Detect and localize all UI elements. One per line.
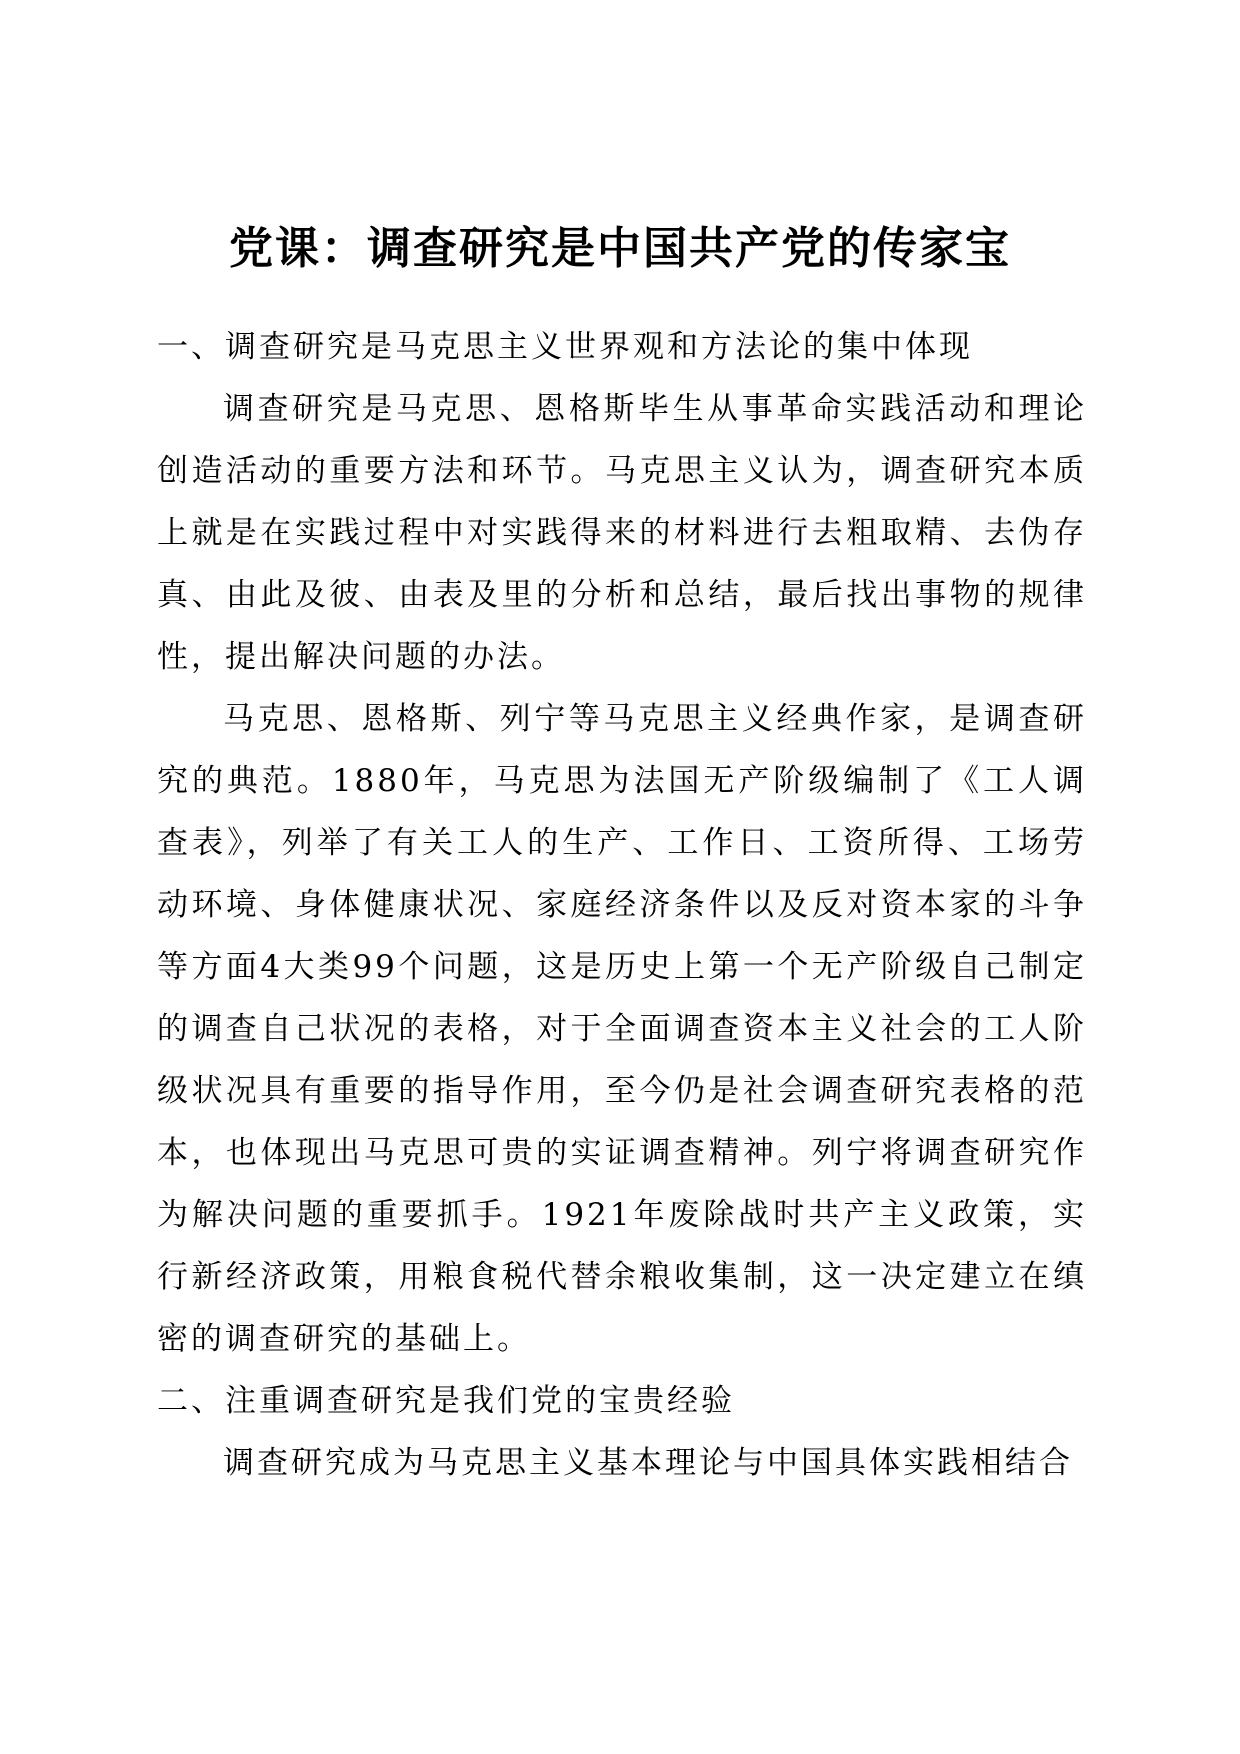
section-heading: 二、注重调查研究是我们党的宝贵经验: [157, 1383, 735, 1419]
paragraph: 调查研究成为马克思主义基本理论与中国具体实践相结合: [223, 1445, 1073, 1481]
document-body: [157, 316, 1087, 1494]
document-title: 党课：调查研究是中国共产党的传家宝: [229, 223, 1011, 274]
section-2: [157, 1370, 1087, 1494]
section-1: [157, 316, 1087, 1370]
paragraph: 调查研究是马克思、恩格斯毕生从事革命实践活动和理论创造活动的重要方法和环节。马克思主义认为，调查研究本质上就是在实践过程中对实践得来的材料进行去粗取精、去伪存真、由此及彼、由表及里的分析和总结，最后找出事物的规律性，提出解决问题的办法。: [157, 391, 1087, 675]
section-heading: 一、调查研究是马克思主义世界观和方法论的集中体现: [157, 329, 973, 365]
paragraph: 马克思、恩格斯、列宁等马克思主义经典作家，是调查研究的典范。1880年，马克思为法国无产阶级编制了《工人调查表》，列举了有关工人的生产、工作日、工资所得、工场劳动环境、身体健康状况、家庭经济条件以及反对资本家的斗争等方面4大类99个问题，这是历史上第一个无产阶级自己制定的调查自己状况的表格，对于全面调查资本主义社会的工人阶级状况具有重要的指导作用，至今仍是社会调查研究表格的范本，也体现出马克思可贵的实证调查精神。列宁将调查研究作为解决问题的重要抓手。1921年废除战时共产主义政策，实行新经济政策，用粮食税代替余粮收集制，这一决定建立在缜密的调查研究的基础上。: [157, 701, 1087, 1357]
